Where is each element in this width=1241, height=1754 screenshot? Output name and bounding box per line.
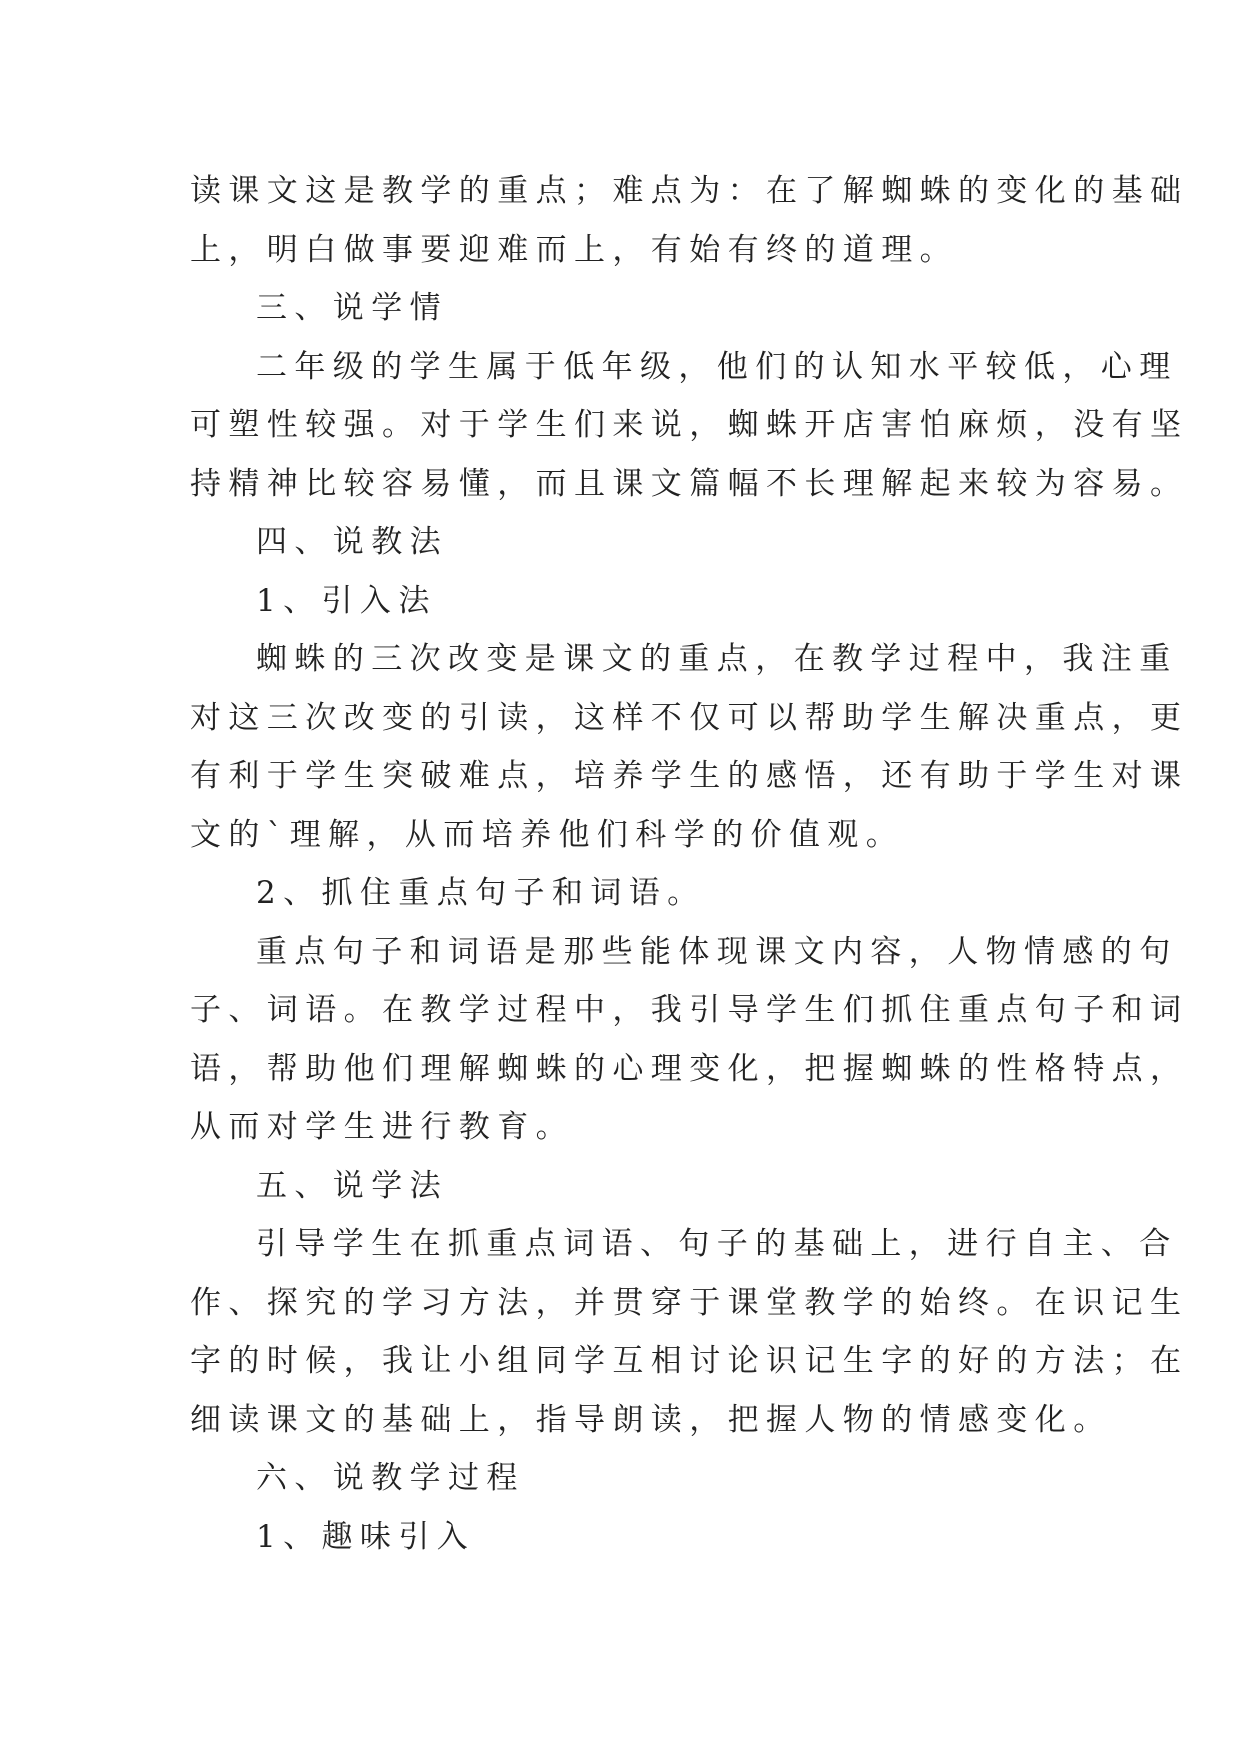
text-line: 有利于学生突破难点，培养学生的感悟，还有助于学生对课 — [190, 758, 1189, 794]
subsection-heading: 1、趣味引入 — [256, 1518, 476, 1555]
subsection-heading: 2、抓住重点句子和词语。 — [256, 875, 706, 911]
text-line: 二年级的学生属于低年级，他们的认知水平较低，心理 — [256, 348, 1178, 385]
text-line: 作、探究的学习方法，并贯穿于课堂教学的始终。在识记生 — [190, 1284, 1189, 1321]
text-line: 细读课文的基础上，指导朗读，把握人物的情感变化。 — [190, 1401, 1112, 1438]
text-line: 上，明白做事要迎难而上，有始有终的道理。 — [190, 231, 958, 268]
text-line: 语，帮助他们理解蜘蛛的心理变化，把握蜘蛛的性格特点， — [190, 1050, 1189, 1087]
subsection-heading: 1、引入法 — [256, 582, 437, 619]
text-line: 字的时候，我让小组同学互相讨论识记生字的好的方法；在 — [190, 1343, 1189, 1379]
text-line: 文的`理解，从而培养他们科学的价值观。 — [190, 816, 905, 853]
section-heading: 四、说教法 — [256, 524, 448, 560]
section-heading: 三、说学情 — [256, 290, 448, 326]
text-line: 蜘蛛的三次改变是课文的重点，在教学过程中，我注重 — [256, 641, 1178, 677]
text-line: 持精神比较容易懂，而且课文篇幅不长理解起来较为容易。 — [190, 465, 1189, 502]
text-line: 引导学生在抓重点词语、句子的基础上，进行自主、合 — [256, 1226, 1178, 1262]
text-line: 从而对学生进行教育。 — [190, 1109, 574, 1145]
text-line: 子、词语。在教学过程中，我引导学生们抓住重点句子和词 — [190, 992, 1189, 1028]
section-heading: 五、说学法 — [256, 1167, 448, 1204]
text-line: 重点句子和词语是那些能体现课文内容，人物情感的句 — [256, 933, 1178, 970]
text-line: 对这三次改变的引读，这样不仅可以帮助学生解决重点，更 — [190, 699, 1189, 736]
document-body — [190, 162, 1189, 1566]
text-line: 可塑性较强。对于学生们来说，蜘蛛开店害怕麻烦，没有坚 — [190, 407, 1189, 443]
section-heading: 六、说教学过程 — [256, 1460, 525, 1496]
text-line: 读课文这是教学的重点；难点为：在了解蜘蛛的变化的基础 — [190, 173, 1189, 209]
